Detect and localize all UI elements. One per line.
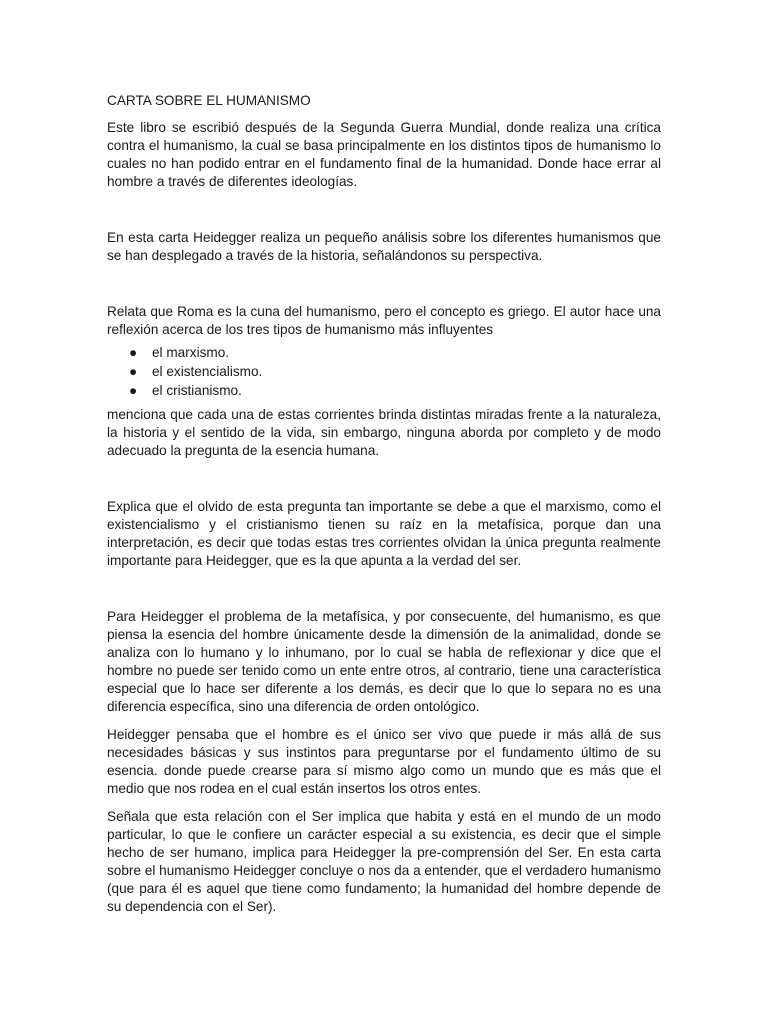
list-item	[107, 362, 661, 381]
blank-line	[107, 460, 661, 498]
paragraph-6: Para Heidegger el problema de la metafísica, y por consecuente, del humanismo, es que piensa la esencia del hombre únicamente desde la dimensión de la animalidad, donde se analiza con lo humano y lo inhumano, por lo cual se habla de reflexionar y dice que el hombre no puede ser tenido como un ente entre otros, al contrario, tiene una característica especial que lo hace ser diferente a los demás, es decir que lo que lo separa no es una diferencia específica, sino una diferencia de orden ontológico.	[107, 609, 661, 714]
paragraph-3: Relata que Roma es la cuna del humanismo, pero el concepto es griego. El autor hace una reflexión acerca de los tres tipos de humanismo más influyentes	[107, 304, 661, 337]
paragraph-7: Heidegger pensaba que el hombre es el único ser vivo que puede ir más allá de sus necesidades básicas y sus instintos para preguntarse por el fundamento último de su esencia. donde puede crearse para sí mismo algo como un mundo que es más que el medio que nos rodea en el cual están insertos los otros entes.	[107, 727, 661, 796]
list-item-text: el existencialismo.	[152, 364, 263, 379]
paragraph-2: En esta carta Heidegger realiza un pequeño análisis sobre los diferentes humanismos que se han desplegado a través de la historia, señalándonos su perspectiva.	[107, 230, 661, 263]
document-title: CARTA SOBRE EL HUMANISMO	[107, 93, 311, 108]
bullet-list	[107, 343, 661, 400]
blank-line	[107, 191, 661, 229]
blank-line	[107, 570, 661, 608]
list-item	[107, 381, 661, 400]
paragraph-gap	[107, 798, 661, 808]
list-item-text: el cristianismo.	[152, 383, 242, 398]
blank-line	[107, 265, 661, 303]
list-item-text: el marxismo.	[152, 345, 230, 360]
bullet-icon: ●	[129, 364, 138, 379]
paragraph-gap	[107, 716, 661, 726]
paragraph-1: Este libro se escribió después de la Segunda Guerra Mundial, donde realiza una crítica contra el humanismo, la cual se basa principalmente en los distintos tipos de humanismo lo cuales no han podido entrar en el fundamento final de la humanidad. Donde hace errar al hombre a través de diferentes ideologías.	[107, 120, 661, 189]
bullet-icon: ●	[129, 345, 138, 360]
bullet-icon: ●	[129, 383, 138, 398]
paragraph-4: menciona que cada una de estas corrientes brinda distintas miradas frente a la naturaleza, la historia y el sentido de la vida, sin embargo, ninguna aborda por completo y de modo adecuado la pregunta de la esencia humana.	[107, 407, 661, 458]
list-item	[107, 343, 661, 362]
paragraph-8: Señala que esta relación con el Ser implica que habita y está en el mundo de un modo particular, lo que le confiere un carácter especial a su existencia, es decir que el simple hecho de ser humano, implica para Heidegger la pre-comprensión del Ser. En esta carta sobre el humanismo Heidegger concluye o nos da a entender, que el verdadero humanismo (que para él es aquel que tiene como fundamento; la humanidad del hombre depende de su dependencia con el Ser).	[107, 809, 661, 914]
paragraph-5: Explica que el olvido de esta pregunta tan importante se debe a que el marxismo, como el existencialismo y el cristianismo tienen su raíz en la metafísica, porque dan una interpretación, es decir que todas estas tres corrientes olvidan la única pregunta realmente importante para Heidegger, que es la que apunta a la verdad del ser.	[107, 499, 661, 568]
